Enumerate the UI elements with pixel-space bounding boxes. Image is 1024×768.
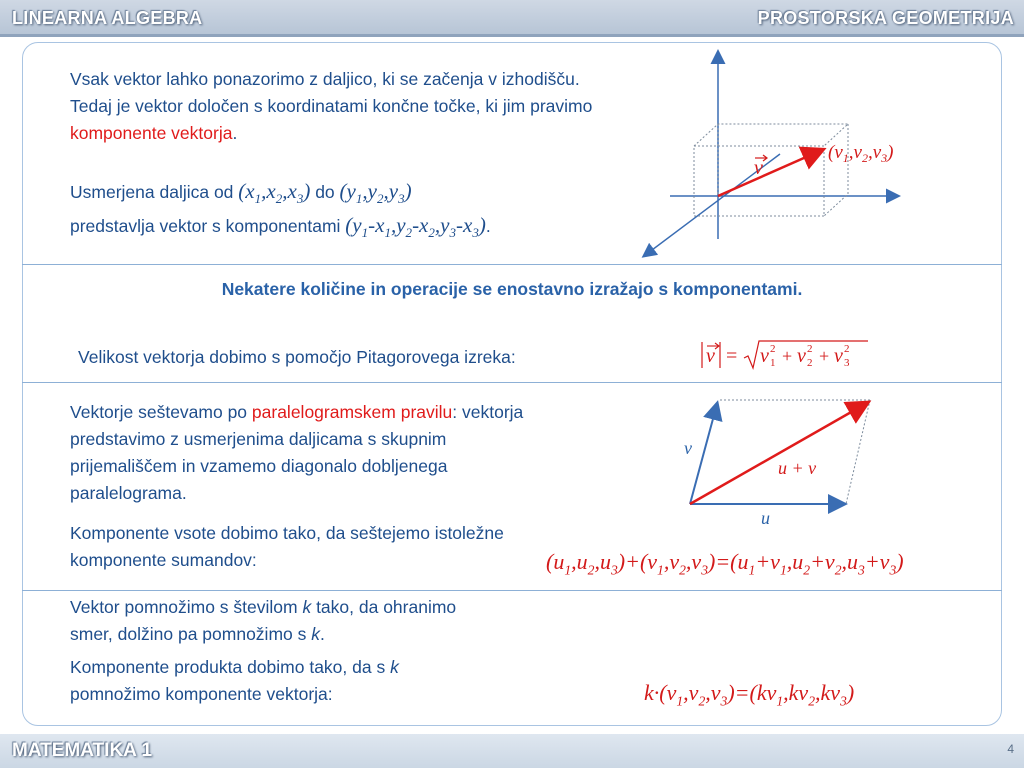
section1-do-word: do bbox=[315, 182, 335, 202]
product-formula: $k\cdot(v_1,v_2,v_3)=(kv_1,kv_2,kv_3)$ bbox=[644, 680, 855, 709]
section1-para2-text: Usmerjena daljica od bbox=[70, 182, 234, 202]
coordinate-diagram bbox=[630, 44, 1010, 264]
section1-from-point: $(x_1,x_2,x_3)$ bbox=[238, 179, 311, 207]
label-u: u bbox=[761, 508, 770, 528]
parallelogram-diagram bbox=[670, 392, 890, 532]
section3-paragraph2: Komponente vsote dobimo tako, da seštejemo istoležne komponente sumandov: bbox=[70, 523, 504, 570]
section3-para1-highlight: paralelogramskem pravilu bbox=[251, 402, 453, 422]
section3-paragraph1 bbox=[70, 399, 540, 507]
section4-k-2: k bbox=[311, 624, 320, 644]
svg-text:v: v bbox=[797, 345, 806, 367]
section4-para1-text-b: tako, da ohranimo smer, dolžino pa pomnožimo s bbox=[70, 597, 457, 644]
vector-sum-arrow bbox=[690, 403, 867, 504]
vector-v-arrow-2 bbox=[690, 404, 717, 504]
svg-text:v: v bbox=[834, 345, 843, 367]
label-v: v bbox=[684, 438, 692, 458]
section4-paragraph2 bbox=[70, 654, 470, 708]
magnitude-formula bbox=[698, 336, 878, 376]
section4-para1-text: Vektor pomnožimo s številom bbox=[70, 597, 303, 617]
section1-para1-text: Vsak vektor lahko ponazorimo z daljico, ki se začenja v izhodišču. Tedaj je vektor določen s koordinatami končne točke, ki jim pravimo bbox=[70, 69, 593, 116]
divider-3 bbox=[22, 590, 1002, 591]
section2-text: Velikost vektorja dobimo s pomočjo Pitagorovega izreka: bbox=[78, 347, 516, 367]
header-bar bbox=[0, 0, 1024, 37]
svg-text:3: 3 bbox=[844, 357, 850, 369]
divider-2 bbox=[22, 382, 1002, 383]
parallelogram-dotted-sides bbox=[720, 400, 870, 504]
header-right-title: PROSTORSKA GEOMETRIJA bbox=[757, 8, 1014, 28]
footer-title: MATEMATIKA 1 bbox=[12, 740, 153, 761]
page-number: 4 bbox=[1007, 742, 1014, 756]
svg-text:2: 2 bbox=[770, 343, 776, 355]
svg-text:2: 2 bbox=[807, 357, 813, 369]
section3-para1-text-b: : vektorja predstavimo z usmerjenima daljicama s skupnim prijemališčem in vzamemo diagonalo dobljenega paralelograma. bbox=[70, 402, 524, 503]
svg-text:v: v bbox=[760, 345, 769, 367]
section4-paragraph1 bbox=[70, 594, 490, 648]
svg-text:2: 2 bbox=[807, 343, 813, 355]
section4-para2-text: Komponente produkta dobimo tako, da s bbox=[70, 657, 391, 677]
sum-formula: $(u_1,u_2,u_3)+(v_1,v_2,v_3)=(u_1+v_1,u_2+v_2,u_3+v_3)$ bbox=[546, 549, 904, 578]
section1-para1-highlight: komponente vektorja bbox=[70, 123, 233, 143]
section1-components: $(y_1-x_1,y_2-x_2,y_3-x_3)$ bbox=[345, 213, 486, 241]
svg-text:+: + bbox=[819, 346, 830, 366]
section1-paragraph2 bbox=[70, 178, 630, 246]
point-label: $(v_1,v_2,v_3)$ bbox=[828, 142, 894, 165]
divider-1 bbox=[22, 264, 1002, 265]
svg-text:1: 1 bbox=[770, 357, 776, 369]
header-left-title: LINEARNA ALGEBRA bbox=[12, 8, 203, 28]
section1-para2-end: . bbox=[485, 216, 491, 237]
dotted-box bbox=[694, 124, 848, 216]
section4-k-3: k bbox=[390, 657, 399, 677]
label-u-plus-v: u + v bbox=[778, 458, 817, 478]
section1-para1-end: . bbox=[232, 123, 238, 143]
section4-para1-end: . bbox=[319, 624, 325, 644]
section3-para1-text: Vektorje seštevamo po bbox=[70, 402, 252, 422]
section1-paragraph1 bbox=[70, 66, 610, 147]
vector-v-arrow bbox=[718, 150, 822, 196]
section1-to-point: $(y_1,y_2,y_3)$ bbox=[339, 179, 412, 207]
section1-para2-text-b: predstavlja vektor s komponentami bbox=[70, 216, 341, 237]
svg-text:+: + bbox=[782, 346, 793, 366]
section4-para2-text-b: pomnožimo komponente vektorja: bbox=[70, 684, 333, 704]
section4-k-1: k bbox=[302, 597, 312, 617]
section2-heading: Nekatere količine in operacije se enostavno izražajo s komponentami. bbox=[221, 279, 803, 299]
vector-v-label: v bbox=[754, 157, 763, 179]
svg-text:v: v bbox=[706, 345, 715, 367]
footer-bar bbox=[0, 734, 1024, 768]
svg-text:=: = bbox=[726, 345, 738, 367]
svg-text:2: 2 bbox=[844, 343, 850, 355]
